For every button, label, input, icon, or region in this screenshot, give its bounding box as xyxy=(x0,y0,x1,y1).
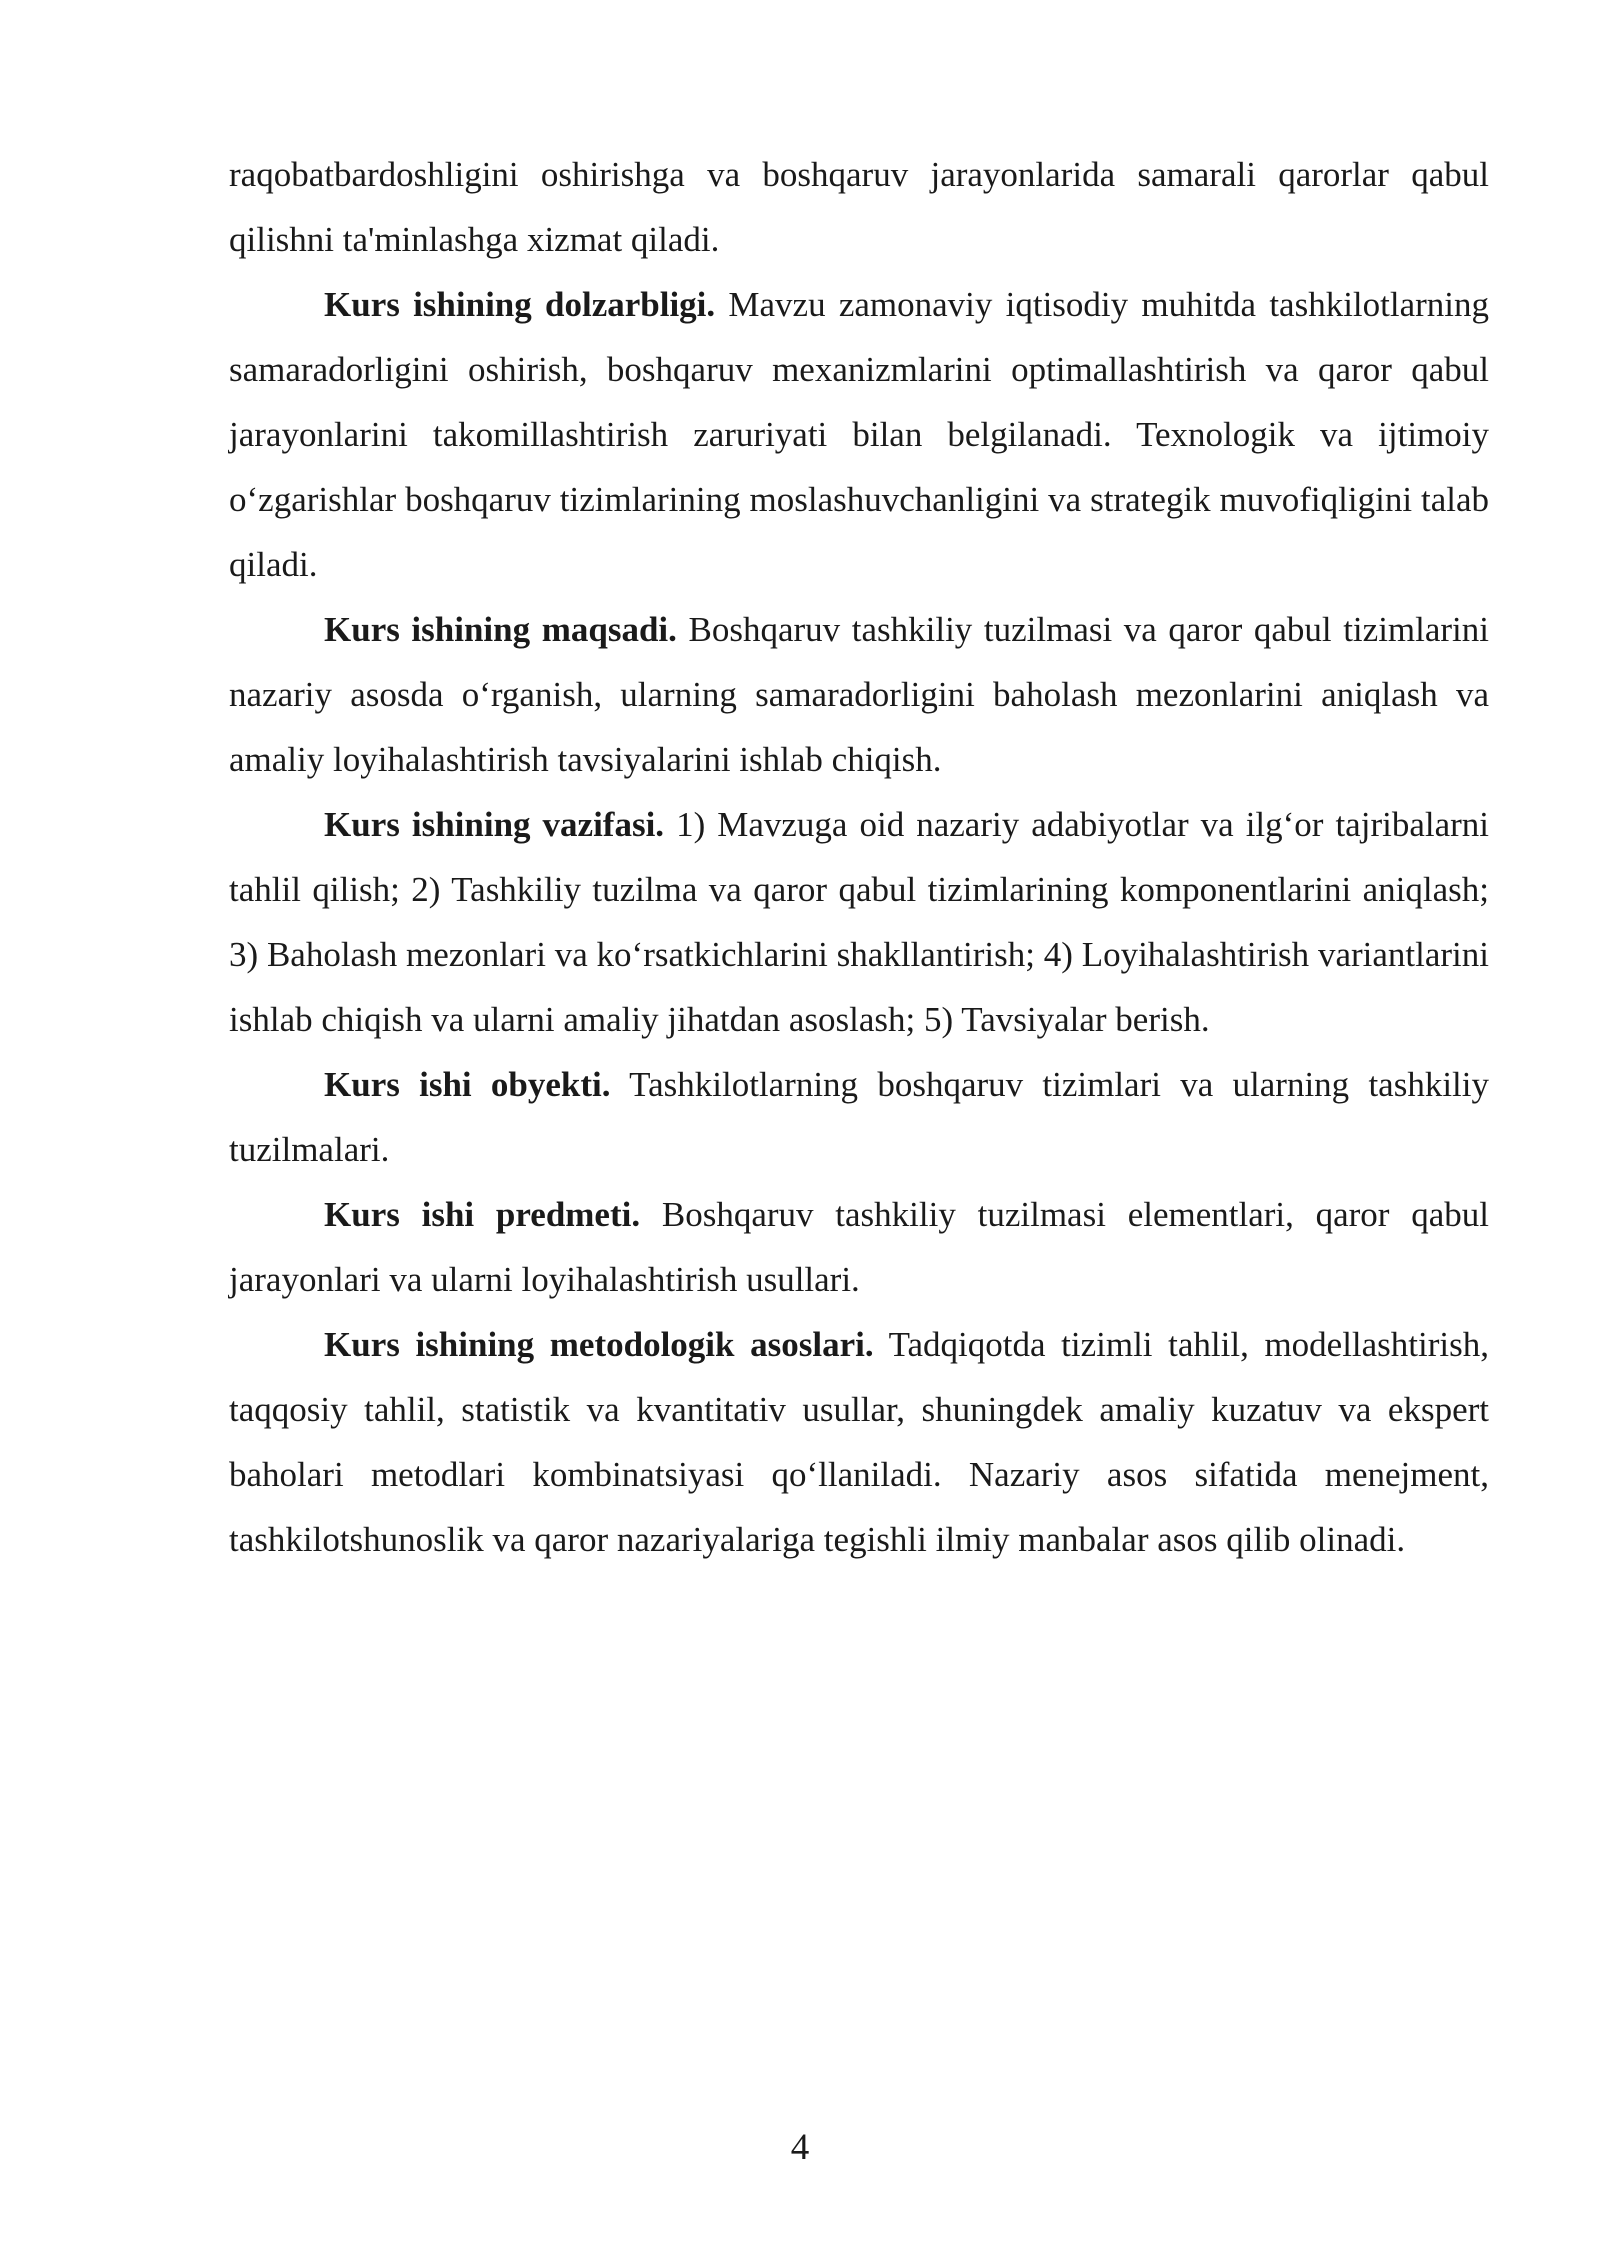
paragraph-methodology xyxy=(229,1312,1489,1572)
paragraph-text: Tashkilotlarning boshqaruv tizimlari va ularning tashkiliy tuzilmalari. xyxy=(229,1065,1489,1169)
paragraph-continuation xyxy=(229,142,1489,272)
paragraph-object xyxy=(229,1052,1489,1182)
paragraph-heading: Kurs ishi predmeti. xyxy=(324,1195,641,1234)
paragraph-text: Boshqaruv tashkiliy tuzilmasi elementlari, qaror qabul jarayonlari va ularni loyihalashtirish usullari. xyxy=(229,1195,1489,1299)
paragraph-text: raqobatbardoshligini oshirishga va boshqaruv jarayonlarida samarali qarorlar qabul qilishni ta'minlashga xizmat qiladi. xyxy=(229,155,1489,259)
paragraph-goal xyxy=(229,597,1489,792)
paragraph-text: Tadqiqotda tizimli tahlil, modellashtirish, taqqosiy tahlil, statistik va kvantitativ usullar, shuningdek amaliy kuzatuv va ekspert baholari metodlari kombinatsiyasi qo‘llaniladi. Nazariy asos sifatida menejment, tashkilotshunoslik va qaror nazariyalariga tegishli ilmiy manbalar asos qilib olinadi. xyxy=(229,1325,1490,1559)
page-number: 4 xyxy=(790,2127,810,2168)
paragraph-heading: Kurs ishining vazifasi. xyxy=(324,805,665,844)
paragraph-heading: Kurs ishi obyekti. xyxy=(324,1065,611,1104)
paragraph-heading: Kurs ishining metodologik asoslari. xyxy=(324,1325,874,1364)
paragraph-relevance xyxy=(229,272,1489,597)
paragraph-tasks xyxy=(229,792,1489,1052)
document-page xyxy=(229,142,1489,1572)
paragraph-subject xyxy=(229,1182,1489,1312)
paragraph-heading: Kurs ishining maqsadi. xyxy=(324,610,677,649)
paragraph-text: Mavzu zamonaviy iqtisodiy muhitda tashkilotlarning samaradorligini oshirish, boshqaruv mexanizmlarini optimallashtirish va qaror qabul jarayonlarini takomillashtirish zaruriyati bilan belgilanadi. Texnologik va ijtimoiy o‘zgarishlar boshqaruv tizimlarining moslashuvchanligini va strategik muvofiqligini talab qiladi. xyxy=(229,285,1490,584)
paragraph-text: 1) Mavzuga oid nazariy adabiyotlar va ilg‘or tajribalarni tahlil qilish; 2) Tashkiliy tuzilma va qaror qabul tizimlarining komponentlarini aniqlash; 3) Baholash mezonlari va ko‘rsatkichlarini shakllantirish; 4) Loyihalashtirish variantlarini ishlab chiqish va ularni amaliy jihatdan asoslash; 5) Tavsiyalar berish. xyxy=(229,805,1489,1039)
paragraph-heading: Kurs ishining dolzarbligi. xyxy=(324,285,716,324)
paragraph-text: Boshqaruv tashkiliy tuzilmasi va qaror qabul tizimlarini nazariy asosda o‘rganish, ularning samaradorligini baholash mezonlarini aniqlash va amaliy loyihalashtirish tavsiyalarini ishlab chiqish. xyxy=(229,610,1490,779)
